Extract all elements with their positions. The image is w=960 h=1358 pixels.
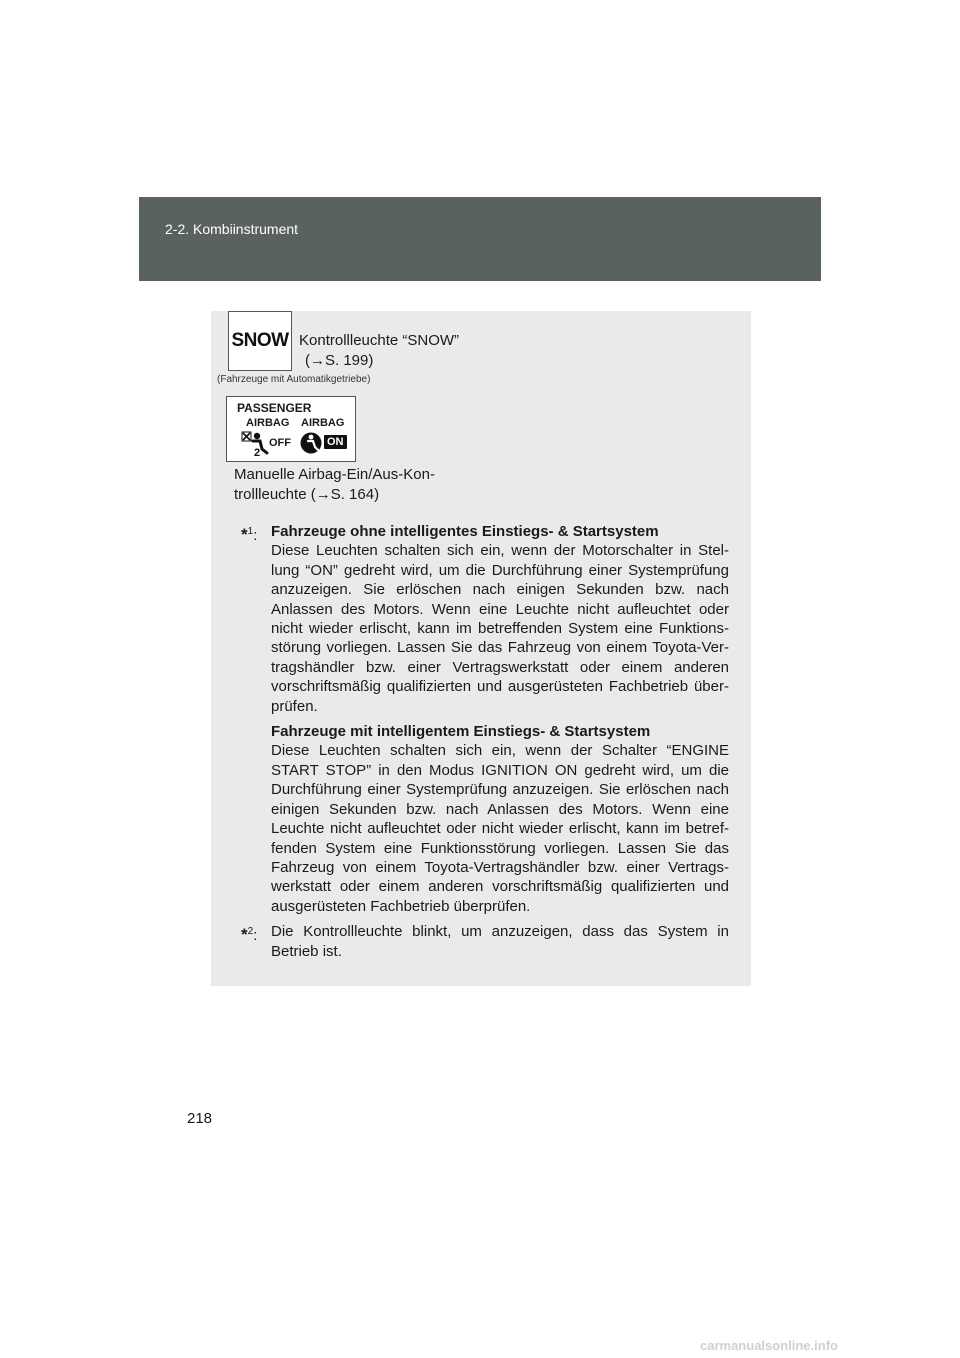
footnote-2-text: Die Kontrollleuchte blinkt, um anzuzeigen, dass das System in Betrieb ist. [271,923,729,960]
airbag-caption [234,465,435,505]
passenger-airbag-indicator-icon [226,396,356,462]
footnotes [241,522,729,961]
snow-label [299,331,459,371]
section-header [139,197,821,281]
airbag-icon-airbag-right: AIRBAG [301,417,345,429]
page-number: 218 [187,1110,213,1127]
snow-label-text: Kontrollleuchte “SNOW” [299,332,460,349]
automatic-note: (Fahrzeuge mit Automatikgetriebe) [217,374,371,385]
footnote-2 [241,922,729,961]
svg-text:2: 2 [254,447,261,457]
footnote-1-heading-2: Fahrzeuge mit intelligentem Einstiegs- & Startsystem [271,723,651,741]
airbag-caption-line1: Manuelle Airbag-Ein/Aus-Kon- [234,466,435,483]
footnote-1-text-2: Diese Leuchten schalten sich ein, wenn der Schalter “ENGINE START STOP” in den Modus IGNITION ON gedreht wird, um die Durchführung einer Systemprüfung anzuzeigen. Sie erlöschen nach einigen Sekunden bzw. nach Anlassen des Motors. Wenn eine Leuchte nicht aufleuchtet oder nicht wieder erlischt, kann im betref-fenden System eine Funktionsstörung vorliegen. Lassen Sie das Fahrzeug von einem Toyota-Vertragshändler bzw. einer Vertrags-werkstatt oder einem anderen vorschriftsmäßig qualifizierten und ausgerüsteten Fachbetrieb überprüfen. [271,742,729,915]
footnote-1-heading-1: Fahrzeuge ohne intelligentes Einstiegs- & Startsystem [271,523,659,540]
footnote-1-marker: *$^1$: [241,525,258,544]
seated-person-on-icon [299,431,323,455]
info-panel [211,311,751,986]
footnote-2-marker: *$^2$: [241,925,258,945]
snow-page-ref: (→S. 199) [305,352,374,369]
section-title: 2-2. Kombiinstrument [165,221,299,237]
snow-icon-text: SNOW [231,330,289,351]
airbag-caption-line2: trollleuchte (→S. 164) [234,486,380,503]
airbag-icon-airbag-left: AIRBAG [246,417,290,429]
airbag-icon-on: ON [324,435,347,449]
airbag-icon-passenger: PASSENGER [237,401,312,415]
snow-indicator-icon [228,311,292,371]
watermark: carmanualsonline.info [700,1338,838,1353]
airbag-icon-off: OFF [269,437,291,449]
footnote-1-text-1: Diese Leuchten schalten sich ein, wenn der Motorschalter in Stel-lung “ON” gedreht wird, um die Durchführung einer Systemprüfung anzuzeigen. Sie erlöschen nach einigen Sekunden bzw. nach Anlassen des Motors. Wenn eine Leuchte nicht aufleuchtet oder nicht wieder erlischt, kann im betreffenden System eine Funktions-störung vorliegen. Lassen Sie das Fahrzeug von einem Toyota-Ver-tragshändler bzw. einer Vertragswerkstatt oder einem anderen vorschriftsmäßig qualifizierten und ausgerüsteten Fachbetrieb über-prüfen. [271,542,729,715]
seated-person-off-icon [241,431,269,457]
footnote-1 [241,522,729,916]
